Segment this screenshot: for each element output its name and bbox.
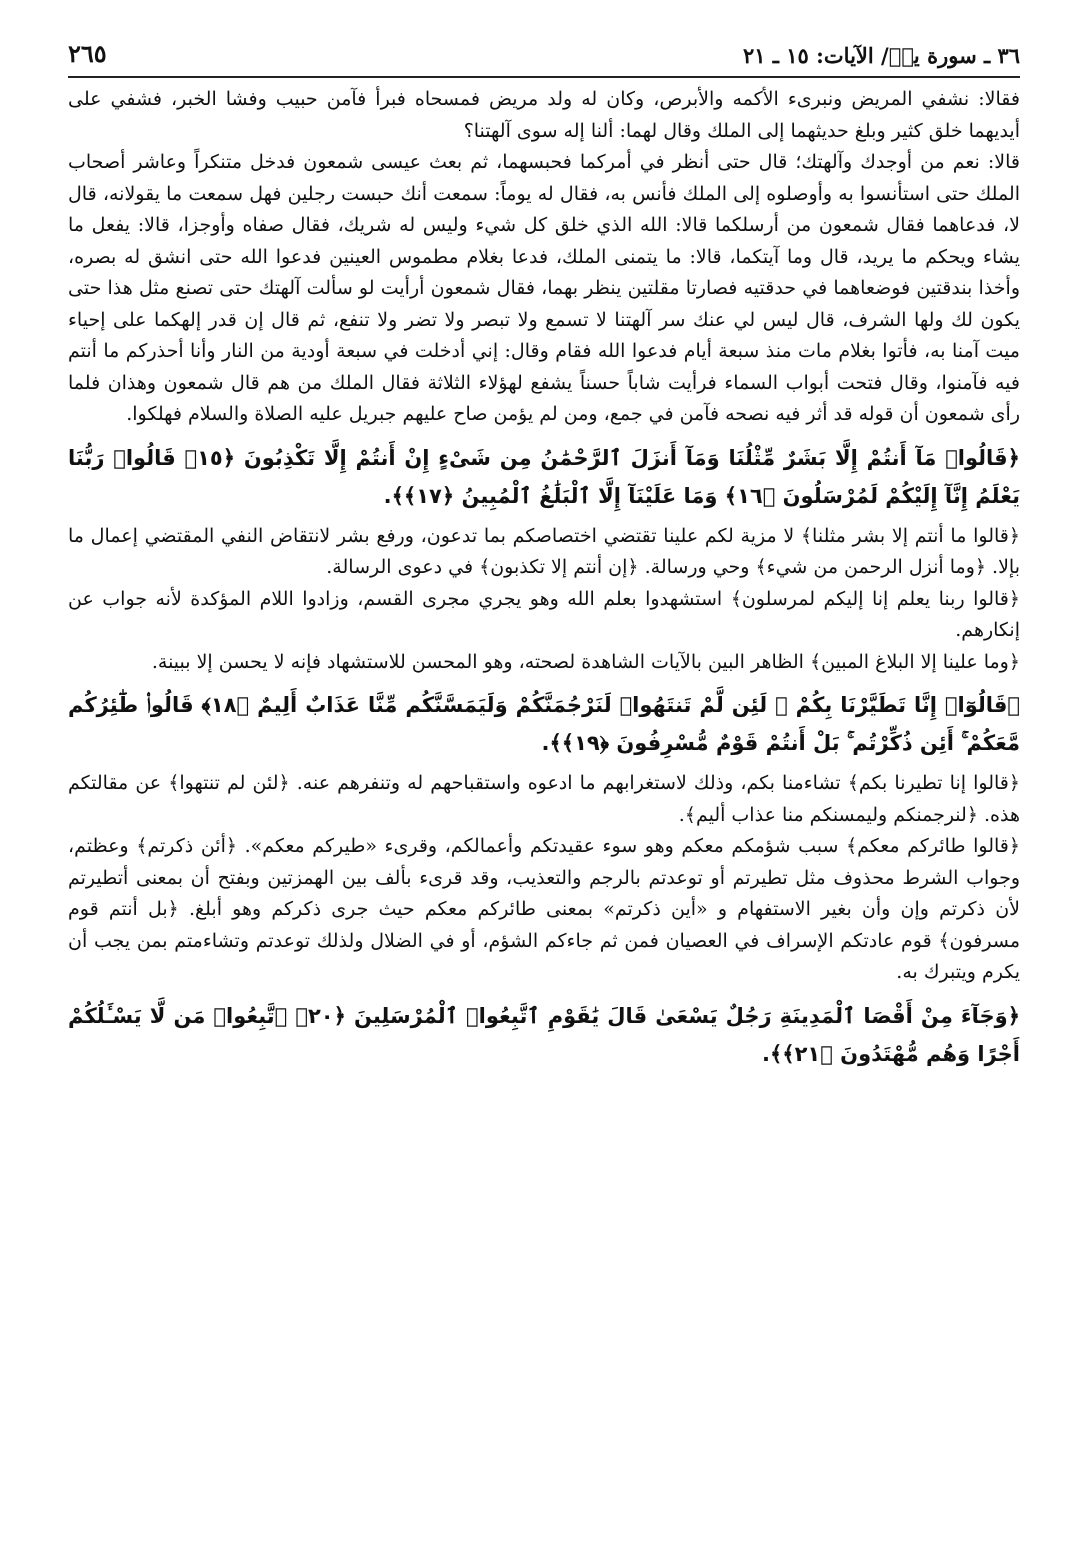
paragraph: فقالا: نشفي المريض ونبرىء الأكمه والأبرص، وكان له ولد مريض فمسحاه فبرأ فآمن حبيب وفشا الخبر، فشفي على أيديهما خلق كثير وبلغ حديثهما إلى الملك وقال لهما: ألنا إله سوى آلهتنا؟ [68,88,1020,142]
commentary-paragraph: ﴿قالوا طائركم معكم﴾ سبب شؤمكم معكم وهو سوء عقيدتكم وأعمالكم، وقرىء «طيركم معكم». ﴿أئن ذكرتم﴾ وعظتم، وجواب الشرط محذوف مثل تطيرتم أو توعدتم بالرجم والتعذيب، وقد قرىء بألف بين الهمزتين وبفتح أن بمعنى أتطيرتم لأن ذكرتم وإن وأن بغير الاستفهام و «أين ذكرتم» بمعنى طائركم معكم حيث جرى ذكركم وهو أبلغ. ﴿بل أنتم قوم مسرفون﴾ قوم عادتكم الإسراف في العصيان فمن ثم جاءكم الشؤم، أو في الضلال ولذلك توعدتم وتشاءمتم بمن يجب أن يكرم ويتبرك به. [68,835,1020,983]
commentary-paragraph: ﴿وما علينا إلا البلاغ المبين﴾ الظاهر البين بالآيات الشاهدة لصحته، وهو المحسن للاستشهاد فإنه لا يحسن إلا ببينة. [151,650,1020,673]
quran-verse: ﴿قَالُوٓا۟ إِنَّا تَطَيَّرْنَا بِكُمْ ۖ لَئِن لَّمْ تَنتَهُوا۟ لَنَرْجُمَنَّكُمْ وَلَيَمَسَّنَّكُم مِّنَّا عَذَابٌ أَلِيمٌ ﴿١٨﴾ قَالُوا۟ طَٰٓئِرُكُم مَّعَكُمْ ۚ أَئِن ذُكِّرْتُم ۚ بَلْ أَنتُمْ قَوْمٌ مُّسْرِفُونَ ﴿١٩﴾﴾. [68,693,1020,755]
commentary-section [68,768,1020,989]
page-number: ٢٦٥ [68,39,107,68]
page-header [68,40,1020,68]
commentary-paragraph: ﴿قالوا إنا تطيرنا بكم﴾ تشاءمنا بكم، وذلك لاستغرابهم ما ادعوه واستقباحهم له وتنفرهم عنه. ﴿لئن لم تنتهوا﴾ عن مقالتكم هذه. ﴿لنرجمنكم وليمسنكم منا عذاب أليم﴾. [68,772,1020,826]
commentary-paragraph: ﴿قالوا ربنا يعلم إنا إليكم لمرسلون﴾ استشهدوا بعلم الله وهو يجري مجرى القسم، وزادوا اللام المؤكدة لأنه جواب عن إنكارهم. [68,587,1020,641]
narrative-section [68,84,1020,431]
quran-verse: ﴿قَالُوا۟ مَآ أَنتُمْ إِلَّا بَشَرٌ مِّثْلُنَا وَمَآ أَنزَلَ ٱلرَّحْمَٰنُ مِن شَىْءٍ إِنْ أَنتُمْ إِلَّا تَكْذِبُونَ ﴿١٥﴾ قَالُوا۟ رَبُّنَا يَعْلَمُ إِنَّآ إِلَيْكُمْ لَمُرْسَلُونَ ﴿١٦﴾ وَمَا عَلَيْنَآ إِلَّا ٱلْبَلَٰغُ ٱلْمُبِينُ ﴿١٧﴾﴾. [68,445,1020,508]
paragraph: قالا: نعم من أوجدك وآلهتك؛ قال حتى أنظر في أمركما فحبسهما، ثم بعث عيسى شمعون فدخل متنكراً وعاشر أصحاب الملك حتى استأنسوا به وأوصلوه إلى الملك فأنس به، فقال له يوماً: سمعت أنك حبست رجلين فهل سمعت ما يقولانه، قال لا، فدعاهما فقال شمعون من أرسلكما قالا: الله الذي خلق كل شيء وليس له شريك، فقال صفاه وأوجزا، قالا: يفعل ما يشاء ويحكم ما يريد، قال وما آيتكما، قالا: ما يتمنى الملك، فدعا بغلام مطموس العينين فدعوا الله حتى انشق له بصره، وأخذا بندقتين فوضعاهما في حدقتيه فصارتا مقلتين ينظر بهما، فقال شمعون أرأيت لو سألت آلهتك حتى تصنع مثل هذا حتى يكون لك ولها الشرف، قال ليس لي عنك سر آلهتنا لا تسمع ولا تبصر ولا تضر ولا تنفع، ثم قال إن قدر إلهكما على إحياء ميت آمنا به، فأتوا بغلام مات منذ سبعة أيام فدعوا الله فقام وقال: إني أدخلت في سبعة أودية من النار وأنا أحذركم ما أنتم فيه فآمنوا، وقال فتحت أبواب السماء فرأيت شاباً حسناً يشفع لهؤلاء الثلاثة فقال الملك من هم قال شمعون وهذان فلما رأى شمعون أن قوله قد أثر فيه نصحه فآمن في جمع، ومن لم يؤمن صاح عليهم جبريل عليه الصلاة والسلام فهلكوا. [68,151,1020,425]
running-title: ٣٦ ـ سورة يسۤ/ الآيات: ١٥ ـ ٢١ [742,43,1020,68]
header-rule [68,76,1020,78]
commentary-section [68,521,1020,679]
commentary-paragraph: ﴿قالوا ما أنتم إلا بشر مثلنا﴾ لا مزية لكم علينا تقتضي اختصاصكم بما تدعون، ورفع بشر لانتقاض النفي المقتضي إعمال ما بإلا. ﴿وما أنزل الرحمن من شيء﴾ وحي ورسالة. ﴿إن أنتم إلا تكذبون﴾ في دعوى الرسالة. [68,524,1020,578]
quran-verse: ﴿وَجَآءَ مِنْ أَقْصَا ٱلْمَدِينَةِ رَجُلٌ يَسْعَىٰ قَالَ يَٰقَوْمِ ٱتَّبِعُوا۟ ٱلْمُرْسَلِينَ ﴿٢٠﴾ ٱتَّبِعُوا۟ مَن لَّا يَسْـَٔلُكُمْ أَجْرًا وَهُم مُّهْتَدُونَ ﴿٢١﴾﴾. [68,1003,1020,1066]
